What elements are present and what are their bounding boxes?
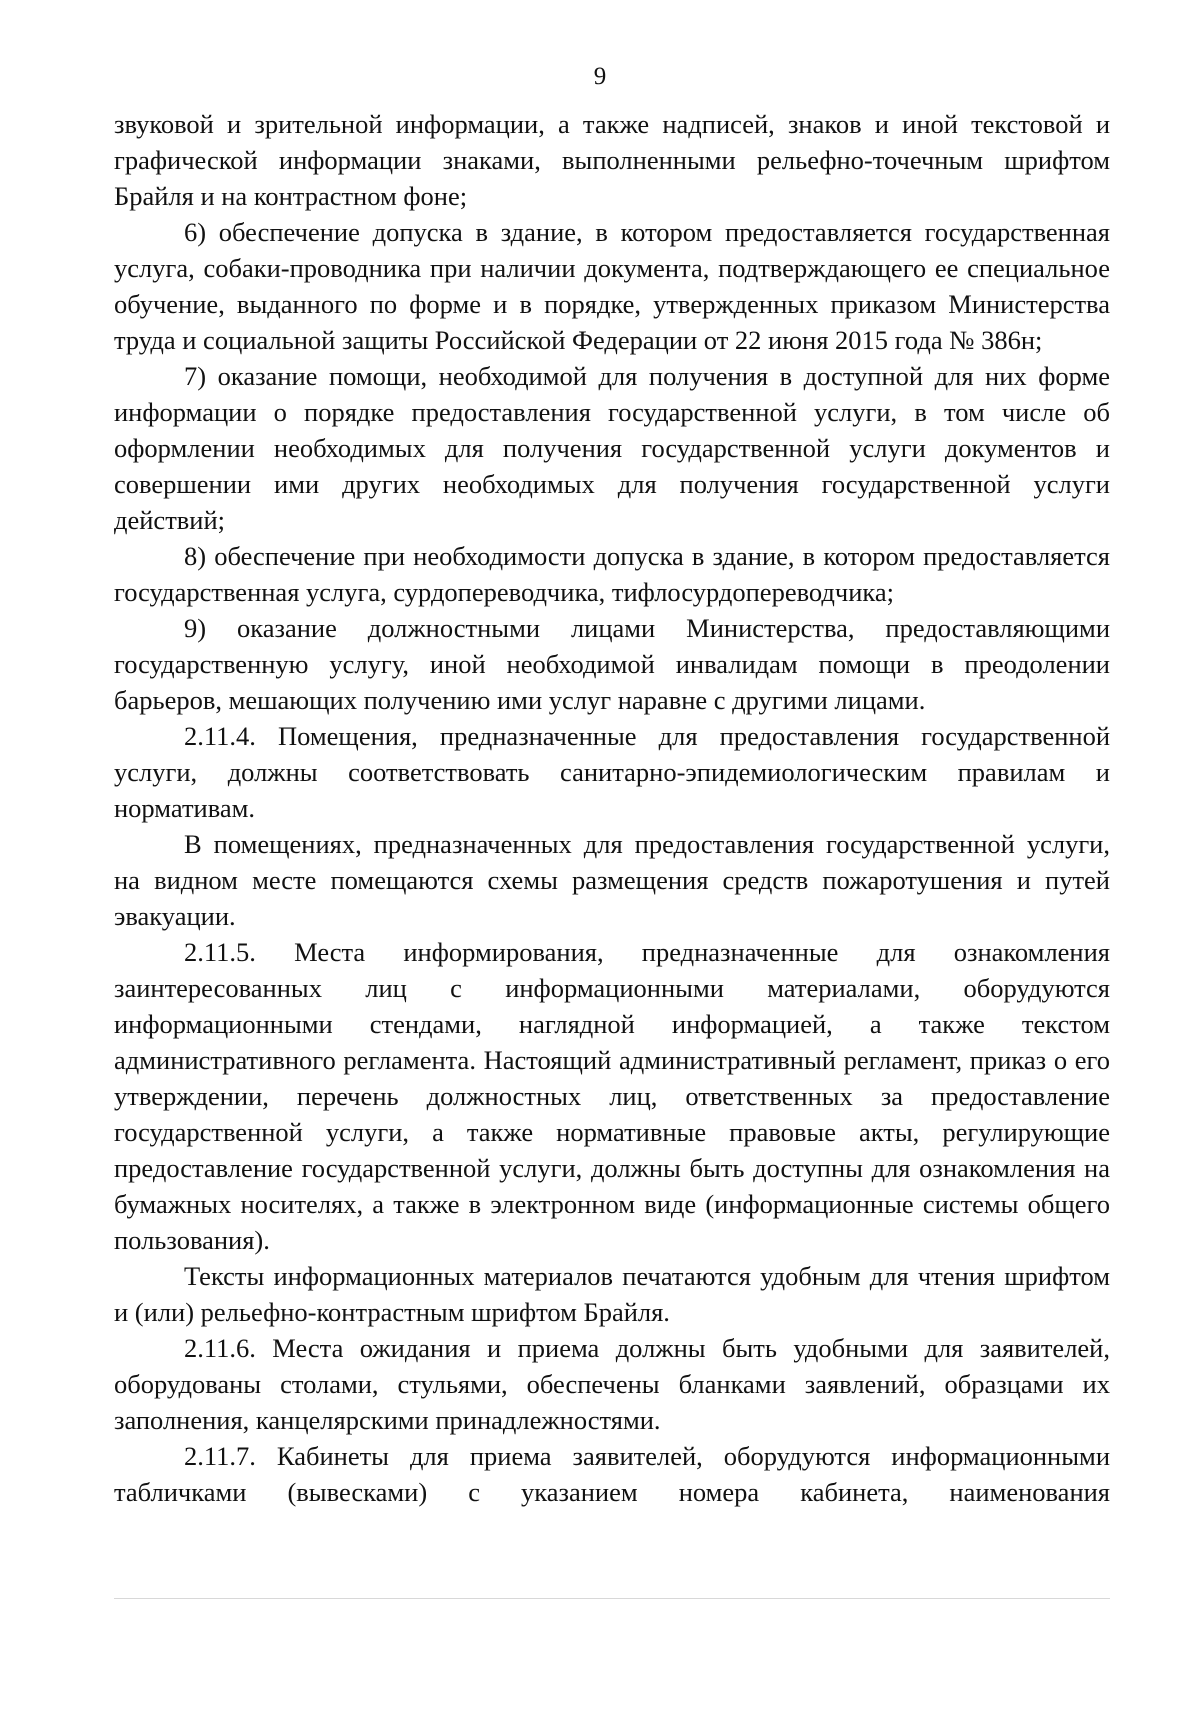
page-number: 9 — [593, 63, 607, 90]
document-body — [114, 106, 1110, 1510]
paragraph-2-11-4: 2.11.4. Помещения, предназначенные для предоставления государственной услуги, должны соответствовать санитарно-эпидемиологическим правилам и нормативам. — [114, 721, 1110, 823]
paragraph-item-9: 9) оказание должностными лицами Министерства, предоставляющими государственную услугу, иной необходимой инвалидам помощи в преодолении барьеров, мешающих получению ими услуг наравне с другими лицами. — [114, 613, 1110, 715]
paragraph-item-7: 7) оказание помощи, необходимой для получения в доступной для них форме информации о порядке предоставления государственной услуги, в том числе об оформлении необходимых для получения государственной услуги документов и совершении ими других необходимых для получения государственной услуги действий; — [114, 361, 1110, 535]
paragraph-item-8: 8) обеспечение при необходимости допуска в здание, в котором предоставляется государственная услуга, сурдопереводчика, тифлосурдопереводчика; — [114, 541, 1110, 607]
paragraph-item-6: 6) обеспечение допуска в здание, в котором предоставляется государственная услуга, собаки-проводника при наличии документа, подтверждающего ее специальное обучение, выданного по форме и в порядке, утвержденных приказом Министерства труда и социальной защиты Российской Федерации от 22 июня 2015 года № 386н; — [114, 217, 1110, 355]
paragraph-2-11-7: 2.11.7. Кабинеты для приема заявителей, оборудуются информационными табличками (вывесками) с указанием номера кабинета, наименования — [114, 1441, 1110, 1507]
paragraph-continuation: звуковой и зрительной информации, а также надписей, знаков и иной текстовой и графической информации знаками, выполненными рельефно-точечным шрифтом Брайля и на контрастном фоне; — [114, 109, 1110, 211]
paragraph-2-11-6: 2.11.6. Места ожидания и приема должны быть удобными для заявителей, оборудованы столами, стульями, обеспечены бланками заявлений, образцами их заполнения, канцелярскими принадлежностями. — [114, 1333, 1110, 1435]
page-bottom-divider — [114, 1598, 1110, 1599]
paragraph-braille-materials: Тексты информационных материалов печатаются удобным для чтения шрифтом и (или) рельефно-контрастным шрифтом Брайля. — [114, 1261, 1110, 1327]
paragraph-evacuation-schemes: В помещениях, предназначенных для предоставления государственной услуги, на видном месте помещаются схемы размещения средств пожаротушения и путей эвакуации. — [114, 829, 1110, 931]
paragraph-2-11-5: 2.11.5. Места информирования, предназначенные для ознакомления заинтересованных лиц с информационными материалами, оборудуются информационными стендами, наглядной информацией, а также текстом административного регламента. Настоящий административный регламент, приказ о его утверждении, перечень должностных лиц, ответственных за предоставление государственной услуги, а также нормативные правовые акты, регулирующие предоставление государственной услуги, должны быть доступны для ознакомления на бумажных носителях, а также в электронном виде (информационные системы общего пользования). — [114, 937, 1110, 1255]
